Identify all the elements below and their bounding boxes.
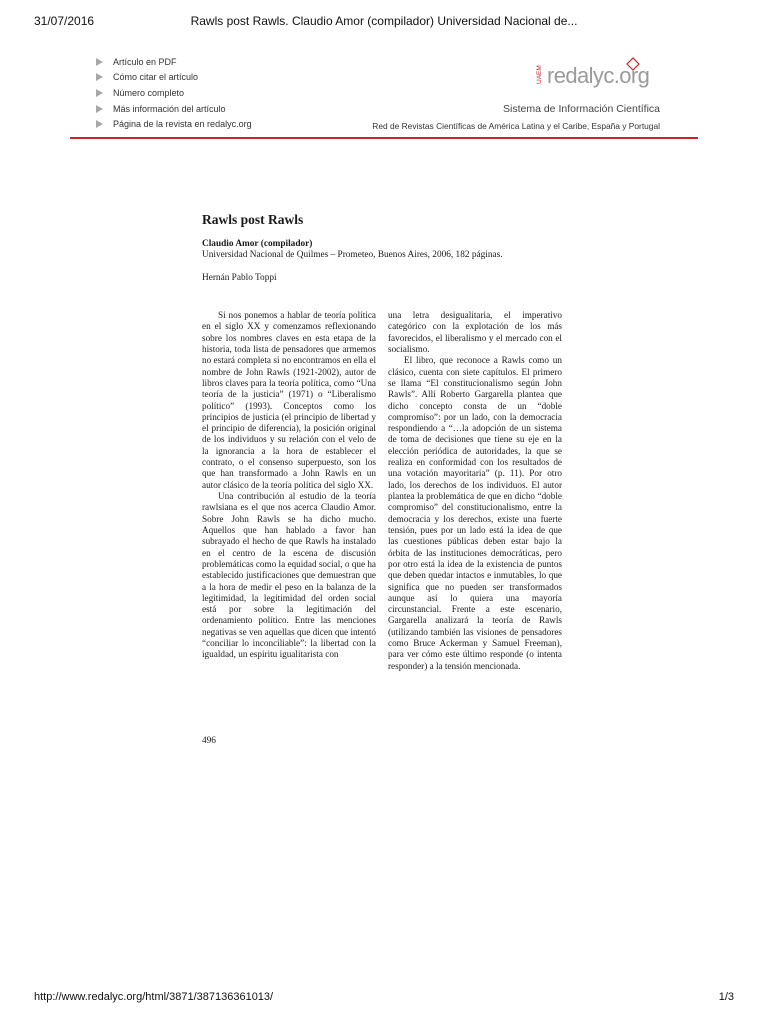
network-name: Red de Revistas Científicas de América Latina y el Caribe, España y Portugal (372, 121, 660, 131)
article-title: Rawls post Rawls (202, 212, 304, 227)
review-author: Hernán Pablo Toppi (202, 273, 277, 283)
link-article-pdf[interactable] (96, 54, 252, 70)
svg-text:redalyc.org: redalyc.org (547, 63, 650, 88)
svg-text:UAEM: UAEM (536, 65, 543, 84)
paragraph: Si nos ponemos a hablar de teoría política en el siglo XX y comenzamos reflexionando sobre los nombres claves en esta etapa de la historia, toda lista de pensadores que armemos no estará completa si no encontramos en ella el nombre de John Rawls (1921-2002), autor de libros claves para la teoría política, como “Una teoría de la justicia” (1971) o “Liberalismo político” (1993). Conceptos como los principios de justicia (el principio de libertad y el principio de diferencia), la posición original de los individuos y su relación con el velo de la ignorancia a la hora de establecer el contrato, o el consenso superpuesto, son los que han transformado a John Rawls en un autor clásico de la teoría política del siglo XX. (202, 310, 376, 490)
link-how-to-cite[interactable] (96, 70, 252, 86)
paragraph: Una contribución al estudio de la teoría rawlsiana es el que nos acerca Claudio Amor. Sobre John Rawls se ha dicho mucho. Aquellos que han hablado a favor han subrayado el hecho de que Rawls ha instalado en el centro de la escena de discusión problemáticas como la equidad social, o que ha establecido justificaciones que demuestran que a la hora de medir el peso en la balanza de la legitimidad, la legitimidad del orden social está por sobre la legitimación del ordenamiento político. Entre las menciones negativas se ven aquellas que dicen que intentó “conciliar lo inconciliable”: la libertad con la igualdad, un espíritu igualitarista con (202, 491, 376, 660)
paragraph: El libro, que reconoce a Rawls como un clásico, cuenta con siete capítulos. El primero se llama “El constitucionalismo según John Rawls”. Allí Roberto Gargarella plantea que dicho concepto consta de un “doble compromiso”: por un lado, con la democracia respondiendo a “…la adopción de un sistema de toma de decisiones que tiene su eje en la elección periódica de autoridades, la que se realiza en conformidad con los resultados de una votación mayoritaria” (p. 11). Por otro lado, los derechos de los individuos. El autor plantea la problemática de que en dicho “doble compromiso” del constitucionalismo, entre la democracia y los derechos, existe una fuerte tensión, pues por un lado está la idea de que las cuestiones públicas deben estar bajo la órbita de las instituciones democráticas, pero por otro está la idea de la existencia de puntos que deben quedar intactos e inmutables, lo que significa que no pueden ser transformados aunque así lo quiera una mayoría circunstancial. Frente a este escenario, Gargarella analizará la teoría de Rawls (utilizando también las visiones de pensadores como Bruce Ackerman y Samuel Freeman), para ver cómo este último responde (o intenta responder) a la tensión mencionada. (388, 355, 562, 671)
link-label: Artículo en PDF (113, 56, 177, 67)
triangle-right-icon (96, 89, 103, 97)
link-full-issue[interactable] (96, 85, 252, 101)
book-author: Claudio Amor (compilador) (202, 239, 313, 249)
link-journal-page[interactable] (96, 116, 252, 132)
triangle-right-icon (96, 73, 103, 81)
paragraph: una letra desigualitaria, el imperativo categórico con la explotación de los más favorecidos, el liberalismo y el mercado con el socialismo. (388, 310, 562, 354)
print-date: 31/07/2016 (34, 14, 95, 28)
redalyc-logo[interactable] (535, 56, 660, 90)
print-page-count: 1/3 (718, 991, 734, 1003)
triangle-right-icon (96, 120, 103, 128)
link-label: Más información del artículo (113, 103, 226, 114)
triangle-right-icon (96, 58, 103, 66)
link-label: Número completo (113, 87, 185, 98)
book-publisher: Universidad Nacional de Quilmes – Prometeo, Buenos Aires, 2006, 182 páginas. (202, 250, 503, 260)
link-label: Página de la revista en redalyc.org (113, 119, 252, 130)
system-name: Sistema de Información Científica (503, 103, 660, 115)
header-divider (70, 137, 698, 139)
print-header (0, 14, 768, 30)
print-page-title: Rawls post Rawls. Claudio Amor (compilador) Universidad Nacional de... (190, 14, 578, 28)
body-column-right (388, 310, 562, 672)
triangle-right-icon (96, 105, 103, 113)
link-label: Cómo citar el artículo (113, 72, 199, 83)
page-url: http://www.redalyc.org/html/3871/387136361013/ (34, 991, 274, 1003)
link-more-info[interactable] (96, 101, 252, 117)
page-number: 496 (202, 736, 216, 746)
article-links (96, 54, 252, 132)
body-column-left (202, 310, 376, 661)
